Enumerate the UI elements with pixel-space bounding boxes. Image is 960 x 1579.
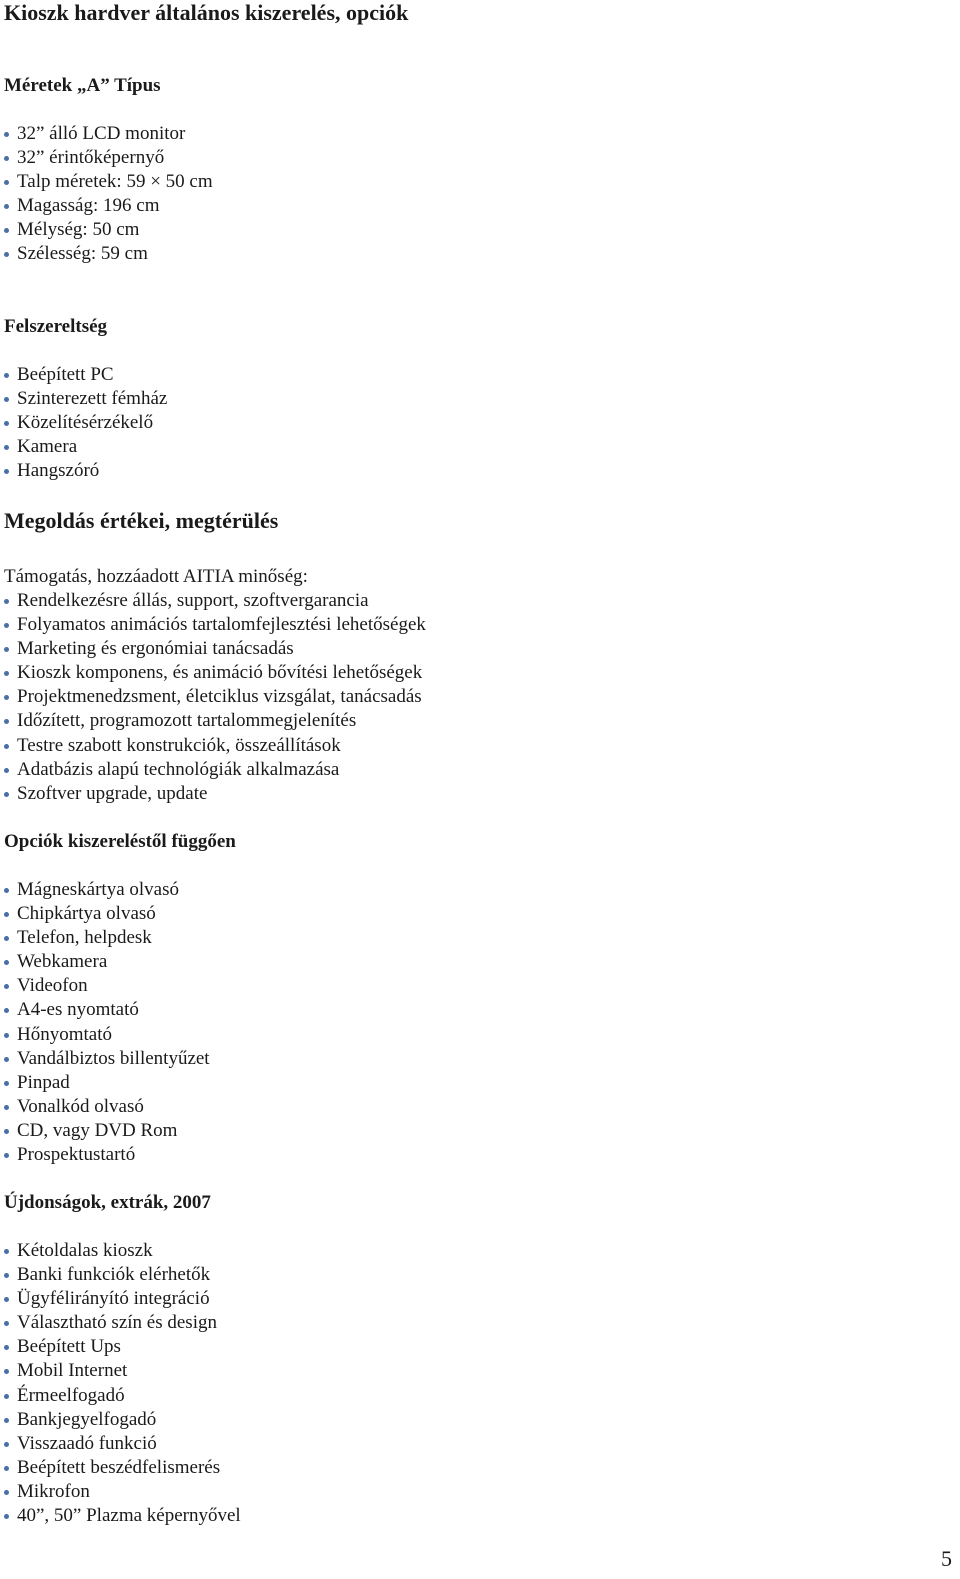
list-item-text: Testre szabott konstrukciók, összeállítások (17, 734, 341, 756)
list-item-text: Szélesség: 59 cm (17, 243, 148, 265)
list-item (4, 194, 213, 218)
section-heading-value: Megoldás értékei, megtérülés (4, 508, 279, 533)
list-item-text: Hangszóró (17, 460, 100, 482)
list-item (4, 387, 167, 411)
bullet-icon (4, 1057, 9, 1062)
bullet-icon (4, 719, 9, 724)
list-item-text: Beépített Ups (17, 1336, 121, 1358)
bullet-icon (4, 1008, 9, 1013)
list-item (4, 902, 210, 926)
bullet-icon (4, 156, 9, 161)
list-item-text: Webkamera (17, 951, 108, 973)
bullet-icon (4, 936, 9, 941)
list-item (4, 435, 167, 459)
list-item-text: Beépített PC (17, 364, 114, 385)
list-item-text: Vonalkód olvasó (17, 1095, 144, 1117)
list-item-text: Ügyfélirányító integráció (17, 1288, 210, 1310)
list-item (4, 363, 167, 387)
list-item (4, 878, 210, 902)
bullet-icon (4, 744, 9, 749)
list-item (4, 1095, 210, 1119)
bullet-icon (4, 204, 9, 209)
list-item-text: Kamera (17, 436, 78, 458)
bullet-icon (4, 1129, 9, 1134)
list-item-text: Talp méretek: 59 × 50 cm (17, 171, 213, 193)
list-item-text: Prospektustartó (17, 1144, 136, 1166)
bullet-icon (4, 1273, 9, 1278)
dimensions-list (4, 122, 213, 267)
bullet-icon (4, 252, 9, 257)
bullet-icon (4, 623, 9, 628)
bullet-icon (4, 180, 9, 185)
list-item (4, 950, 210, 974)
list-item-text: Érmeelfogadó (17, 1384, 125, 1406)
bullet-icon (4, 647, 9, 652)
bullet-icon (4, 1153, 9, 1158)
list-item (4, 122, 213, 146)
list-item (4, 1384, 241, 1408)
list-item-text: 32” érintőképernyő (17, 147, 165, 169)
list-item-text: Chipkártya olvasó (17, 903, 156, 925)
bullet-icon (4, 792, 9, 797)
list-item (4, 589, 426, 613)
list-item-text: A4-es nyomtató (17, 999, 139, 1021)
list-item (4, 637, 426, 661)
list-item-text: Visszaadó funkció (17, 1432, 157, 1454)
page-title: Kioszk hardver általános kiszerelés, opciók (4, 0, 409, 25)
bullet-icon (4, 1321, 9, 1326)
list-item-text: Közelítésérzékelő (17, 412, 154, 434)
list-item-text: Szinterezett fémház (17, 388, 168, 410)
options-list (4, 878, 210, 1167)
list-item (4, 926, 210, 950)
list-item (4, 1287, 241, 1311)
bullet-icon (4, 469, 9, 474)
list-item (4, 242, 213, 266)
bullet-icon (4, 373, 9, 378)
list-item (4, 1311, 241, 1335)
list-item (4, 1263, 241, 1287)
list-item-text: Telefon, helpdesk (17, 927, 152, 949)
list-item-text: Mobil Internet (17, 1360, 128, 1382)
bullet-icon (4, 1105, 9, 1110)
list-item-text: Marketing és ergonómiai tanácsadás (17, 638, 294, 660)
list-item-text: Időzített, programozott tartalommegjelenítés (17, 710, 357, 732)
list-item-text: Szoftver upgrade, update (17, 782, 208, 804)
list-item (4, 1239, 241, 1263)
list-item-text: Hőnyomtató (17, 1023, 112, 1045)
bullet-icon (4, 1297, 9, 1302)
bullet-icon (4, 1249, 9, 1254)
bullet-icon (4, 695, 9, 700)
bullet-icon (4, 599, 9, 604)
list-item (4, 170, 213, 194)
bullet-icon (4, 1490, 9, 1495)
list-item (4, 1119, 210, 1143)
bullet-icon (4, 1514, 9, 1519)
equipment-list (4, 363, 167, 483)
list-item (4, 1480, 241, 1504)
bullet-icon (4, 1442, 9, 1447)
list-item (4, 782, 426, 806)
bullet-icon (4, 421, 9, 426)
list-item (4, 1504, 241, 1528)
list-item-text: CD, vagy DVD Rom (17, 1119, 178, 1141)
bullet-icon (4, 1466, 9, 1471)
list-item-text: Mágneskártya olvasó (17, 879, 179, 900)
list-item (4, 1335, 241, 1359)
bullet-icon (4, 397, 9, 402)
section-heading-options: Opciók kiszereléstől függően (4, 831, 236, 852)
list-item-text: Magasság: 196 cm (17, 195, 160, 217)
list-item-text: Adatbázis alapú technológiák alkalmazása (17, 758, 340, 780)
list-item (4, 758, 426, 782)
list-item (4, 661, 426, 685)
list-item-text: Kétoldalas kioszk (17, 1240, 153, 1261)
bullet-icon (4, 1033, 9, 1038)
list-item (4, 1408, 241, 1432)
section-heading-dimensions: Méretek „A” Típus (4, 75, 161, 96)
list-item-text: Választható szín és design (17, 1312, 217, 1334)
list-item (4, 974, 210, 998)
section-heading-equipment: Felszereltség (4, 316, 108, 337)
list-item-text: Kioszk komponens, és animáció bővítési lehetőségek (17, 662, 423, 684)
list-item (4, 1047, 210, 1071)
bullet-icon (4, 768, 9, 773)
list-item (4, 709, 426, 733)
list-item-text: Bankjegyelfogadó (17, 1408, 157, 1430)
list-item (4, 734, 426, 758)
list-item (4, 459, 167, 483)
list-item-text: Rendelkezésre állás, support, szoftvergarancia (17, 590, 369, 611)
bullet-icon (4, 228, 9, 233)
bullet-icon (4, 671, 9, 676)
value-intro: Támogatás, hozzáadott AITIA minőség: (4, 566, 308, 587)
bullet-icon (4, 1394, 9, 1399)
list-item-text: Projektmenedzsment, életciklus vizsgálat, tanácsadás (17, 686, 422, 708)
list-item-text: Videofon (17, 975, 88, 997)
list-item-text: Beépített beszédfelismerés (17, 1456, 221, 1478)
bullet-icon (4, 1418, 9, 1423)
list-item (4, 411, 167, 435)
list-item (4, 685, 426, 709)
list-item-text: 32” álló LCD monitor (17, 123, 186, 144)
list-item (4, 1143, 210, 1167)
list-item (4, 1071, 210, 1095)
list-item (4, 613, 426, 637)
bullet-icon (4, 1345, 9, 1350)
list-item (4, 1432, 241, 1456)
bullet-icon (4, 1369, 9, 1374)
list-item (4, 218, 213, 242)
list-item-text: Mélység: 50 cm (17, 219, 140, 241)
list-item (4, 1359, 241, 1383)
list-item-text: 40”, 50” Plazma képernyővel (17, 1505, 241, 1527)
bullet-icon (4, 984, 9, 989)
bullet-icon (4, 445, 9, 450)
value-list (4, 589, 426, 806)
list-item-text: Vandálbiztos billentyűzet (17, 1047, 210, 1069)
bullet-icon (4, 912, 9, 917)
section-heading-news: Újdonságok, extrák, 2007 (4, 1192, 211, 1213)
list-item-text: Pinpad (17, 1071, 70, 1093)
list-item (4, 998, 210, 1022)
bullet-icon (4, 132, 9, 137)
list-item-text: Folyamatos animációs tartalomfejlesztési lehetőségek (17, 614, 426, 636)
list-item (4, 1023, 210, 1047)
bullet-icon (4, 960, 9, 965)
list-item-text: Banki funkciók elérhetők (17, 1264, 211, 1286)
page-number: 5 (941, 1546, 952, 1571)
list-item (4, 146, 213, 170)
list-item-text: Mikrofon (17, 1480, 90, 1502)
bullet-icon (4, 888, 9, 893)
news-list (4, 1239, 241, 1528)
bullet-icon (4, 1081, 9, 1086)
list-item (4, 1456, 241, 1480)
